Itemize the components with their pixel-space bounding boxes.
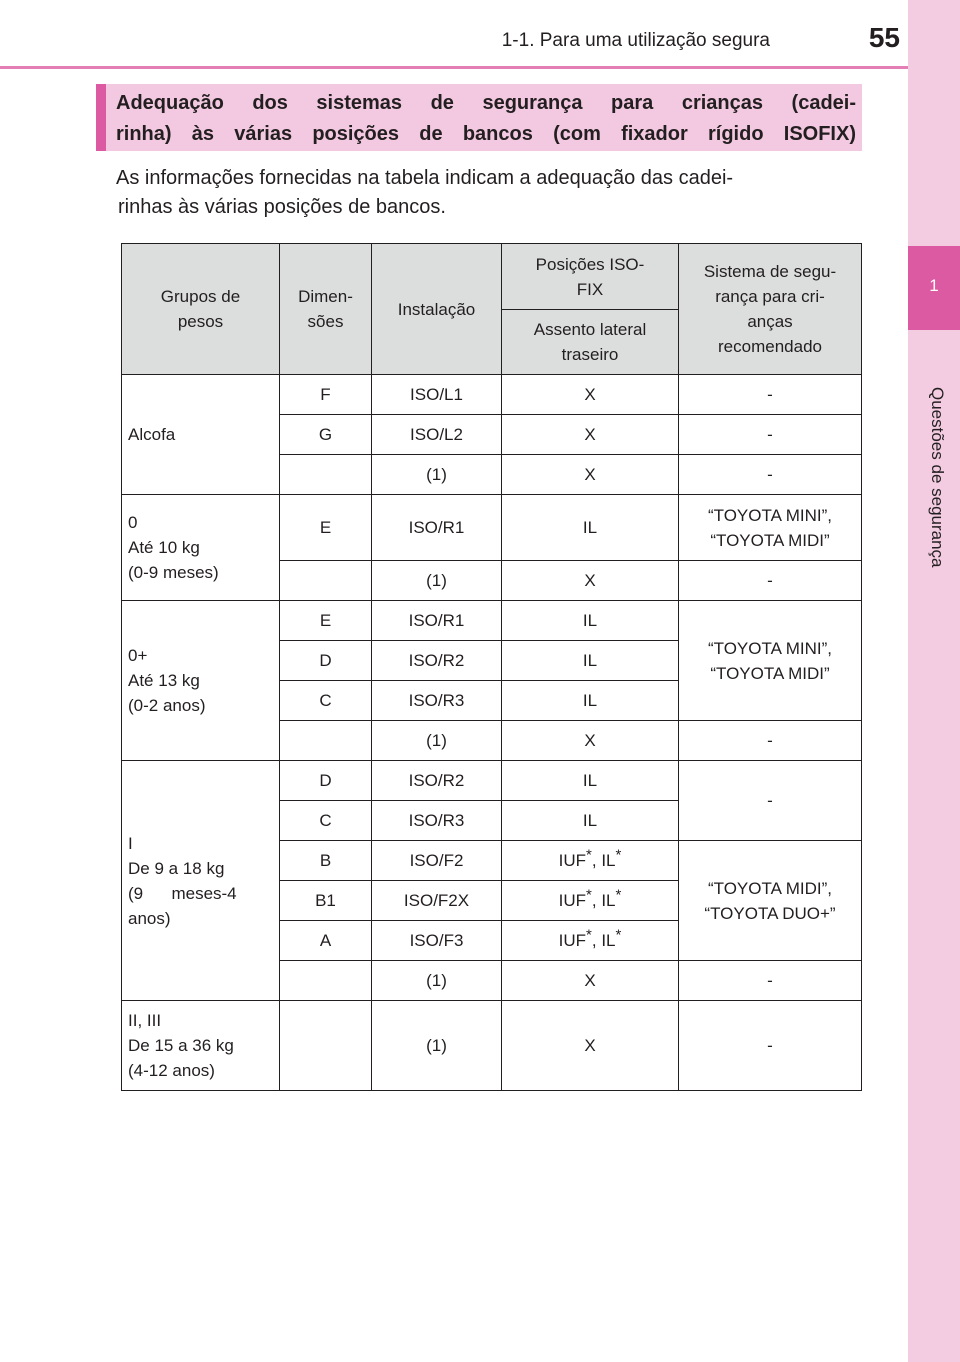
footnote-mark: *	[615, 926, 622, 944]
position-cell: IL	[502, 601, 679, 641]
intro-line: rinhas às várias posições de bancos.	[118, 196, 446, 218]
heading-line: Adequação dos sistemas de segurança para crianças (cadei-	[116, 92, 856, 114]
size-cell: C	[280, 681, 372, 721]
size-cell: B	[280, 841, 372, 881]
position-cell: IUF*, IL*	[502, 881, 679, 921]
position-cell: X	[502, 1001, 679, 1091]
installation-cell: ISO/F3	[372, 921, 502, 961]
group-cell: I De 9 a 18 kg (9 meses-4 anos)	[122, 761, 280, 1001]
recommended-cell: -	[679, 961, 862, 1001]
footnote-mark: *	[615, 886, 622, 904]
position-cell: IL	[502, 641, 679, 681]
table-row	[122, 761, 862, 801]
heading-line: rinha) às várias posições de bancos (com fixador rígido ISOFIX)	[116, 123, 856, 145]
header-divider	[0, 66, 908, 69]
intro-paragraph	[116, 164, 864, 222]
page-number: 55	[868, 22, 900, 53]
header-rear-outer-seat: Assento lateral traseiro	[502, 310, 679, 375]
footnote-mark: *	[586, 926, 592, 944]
installation-cell: ISO/R2	[372, 761, 502, 801]
heading-title	[116, 88, 856, 150]
table-row	[122, 1001, 862, 1091]
position-cell: IL	[502, 495, 679, 561]
size-cell: D	[280, 641, 372, 681]
side-tab-label: Questões de segurança	[928, 387, 947, 568]
recommended-cell: -	[679, 375, 862, 415]
group-cell: 0+ Até 13 kg (0-2 anos)	[122, 601, 280, 761]
table-row	[122, 495, 862, 561]
group-cell: II, III De 15 a 36 kg (4-12 anos)	[122, 1001, 280, 1091]
installation-cell: ISO/R1	[372, 601, 502, 641]
footnote-mark: *	[615, 846, 622, 864]
position-cell: X	[502, 415, 679, 455]
position-cell: IUF*, IL*	[502, 921, 679, 961]
installation-cell: ISO/L1	[372, 375, 502, 415]
position-cell: X	[502, 721, 679, 761]
position-cell: X	[502, 375, 679, 415]
footnote-mark: *	[586, 846, 592, 864]
size-cell: G	[280, 415, 372, 455]
size-cell: B1	[280, 881, 372, 921]
position-cell: IL	[502, 801, 679, 841]
header-size: Dimen- sões	[280, 244, 372, 375]
size-cell	[280, 721, 372, 761]
recommended-cell: -	[679, 415, 862, 455]
size-cell: C	[280, 801, 372, 841]
size-cell	[280, 961, 372, 1001]
installation-cell: ISO/F2	[372, 841, 502, 881]
recommended-cell: -	[679, 561, 862, 601]
size-cell: D	[280, 761, 372, 801]
side-tab	[908, 0, 960, 1362]
footnote-mark: *	[586, 886, 592, 904]
size-cell: E	[280, 495, 372, 561]
installation-cell: (1)	[372, 561, 502, 601]
installation-cell: ISO/R3	[372, 681, 502, 721]
installation-cell: (1)	[372, 721, 502, 761]
position-cell: IL	[502, 761, 679, 801]
recommended-cell: “TOYOTA MIDI”, “TOYOTA DUO+”	[679, 841, 862, 961]
table-row	[122, 601, 862, 641]
intro-line: As informações fornecidas na tabela indicam a adequação das cadei-	[116, 167, 734, 189]
table-row	[122, 375, 862, 415]
position-cell: IUF*, IL*	[502, 841, 679, 881]
header-recommended: Sistema de segu- rança para cri- anças recomendado	[679, 244, 862, 375]
isofix-table	[121, 243, 862, 1091]
installation-cell: ISO/R2	[372, 641, 502, 681]
installation-cell: (1)	[372, 961, 502, 1001]
position-cell: X	[502, 455, 679, 495]
size-cell: F	[280, 375, 372, 415]
recommended-cell: -	[679, 761, 862, 841]
heading-accent-bar	[96, 84, 106, 151]
recommended-cell: -	[679, 721, 862, 761]
installation-cell: (1)	[372, 1001, 502, 1091]
size-cell	[280, 1001, 372, 1091]
position-cell: X	[502, 561, 679, 601]
size-cell	[280, 561, 372, 601]
installation-cell: ISO/R1	[372, 495, 502, 561]
header-weight-groups: Grupos de pesos	[122, 244, 280, 375]
recommended-cell: “TOYOTA MINI”, “TOYOTA MIDI”	[679, 601, 862, 721]
installation-cell: ISO/F2X	[372, 881, 502, 921]
position-cell: X	[502, 961, 679, 1001]
group-cell: 0 Até 10 kg (0-9 meses)	[122, 495, 280, 601]
size-cell	[280, 455, 372, 495]
group-cell: Alcofa	[122, 375, 280, 495]
installation-cell: ISO/R3	[372, 801, 502, 841]
size-cell: A	[280, 921, 372, 961]
size-cell: E	[280, 601, 372, 641]
position-cell: IL	[502, 681, 679, 721]
side-tab-number[interactable]: 1	[908, 246, 960, 330]
section-title: 1-1. Para uma utilização segura	[501, 30, 770, 51]
recommended-cell: -	[679, 1001, 862, 1091]
installation-cell: (1)	[372, 455, 502, 495]
header-isofix-positions: Posições ISO- FIX	[502, 244, 679, 310]
recommended-cell: -	[679, 455, 862, 495]
header-installation: Instalação	[372, 244, 502, 375]
installation-cell: ISO/L2	[372, 415, 502, 455]
recommended-cell: “TOYOTA MINI”, “TOYOTA MIDI”	[679, 495, 862, 561]
